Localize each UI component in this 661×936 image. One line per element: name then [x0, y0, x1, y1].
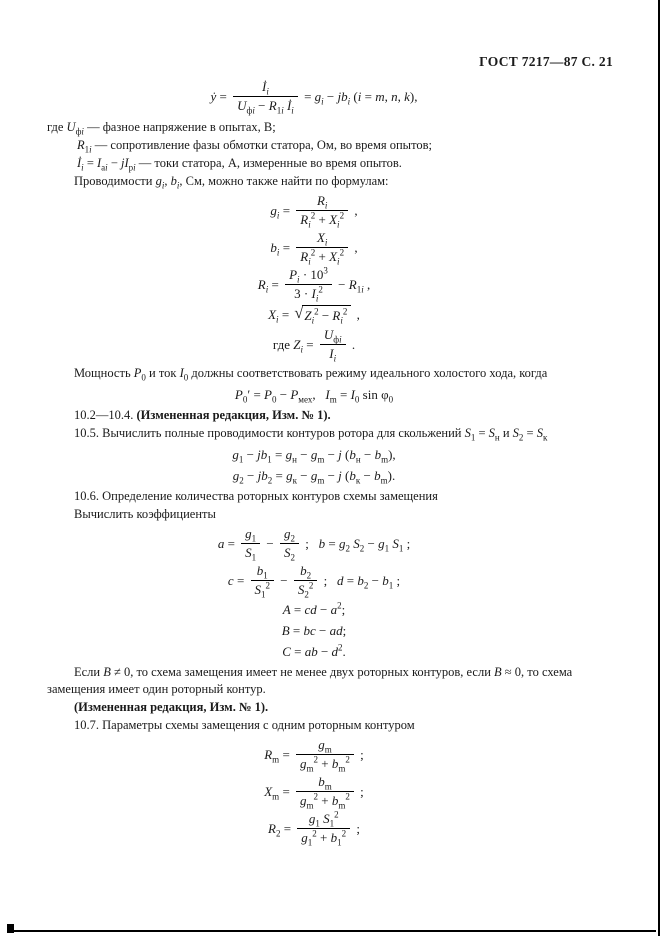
fraction-numerator: $X_i$	[296, 231, 348, 248]
formula-susceptance-bi	[31, 230, 597, 267]
fraction	[296, 774, 354, 811]
fraction-numerator: $b_1$	[251, 564, 275, 581]
fraction-numerator: $R_i$	[296, 194, 348, 211]
formula-coefficient-B	[31, 622, 597, 639]
def-stator-currents: $İ_i = I_{ai} - jI_{pi}$ — токи статора, А, измеренные во время опытов.	[77, 156, 402, 173]
formula-text: ,	[351, 203, 358, 218]
formula-coefficient-C	[31, 643, 597, 660]
formula-text: $R_i$ =	[257, 277, 283, 295]
fraction-denominator: $g_m^2 + b_m^2$	[300, 754, 350, 774]
radicand: $Z_i^2 - R_i^2$	[302, 305, 351, 324]
fraction-denominator: $R_i^2 + X_i^2$	[300, 210, 345, 230]
formula-resistance-ri	[31, 265, 597, 304]
para-power-note: Мощность $P_0$ и ток $I_0$ должны соответствовать режиму идеального холостого хода, когда	[74, 366, 548, 383]
page-edge-right-line	[658, 0, 660, 936]
fraction	[233, 79, 298, 116]
formula-no-load	[31, 386, 597, 403]
fraction	[241, 526, 260, 563]
fraction-denominator: $S_2$	[284, 545, 295, 563]
formula-text: ẏ =	[210, 89, 231, 104]
formula-text: = $g_i - jb_i$ (i = m, n, k),	[300, 89, 418, 107]
formula-coefficients-a-b	[31, 526, 597, 563]
fraction-numerator: $g_m$	[296, 738, 354, 755]
formula-text: −	[277, 573, 291, 588]
formula-text: a =	[217, 536, 239, 551]
page-header: ГОСТ 7217—87 С. 21	[479, 54, 613, 69]
formula-text: ;	[356, 747, 364, 762]
formula-text: $g_1 - jb_1 = g_н - g_m - j$ $(b_н - b_m)$,	[232, 447, 396, 465]
fraction-denominator: $I_i$	[329, 346, 337, 364]
formula-text: $P_0' = P_0 - P_{мех}$, $I_m = I_0$ $\sin \varphi_0$	[234, 387, 394, 405]
para-amended-note: (Измененная редакция, Изм. № 1).	[74, 700, 269, 714]
fraction-denominator: $U_{фi} - R_{1i}$ $İ_i$	[237, 98, 294, 116]
formula-impedance-zi	[31, 327, 597, 364]
fraction-numerator: $İ_i$	[233, 80, 298, 97]
formula-text: $R_2$ =	[267, 821, 295, 839]
fraction	[297, 809, 350, 848]
formula-text: B = bc − ad;	[281, 623, 347, 638]
formula-rotor-resistance-r2	[31, 809, 597, 848]
fraction	[251, 563, 275, 600]
fraction	[320, 327, 346, 364]
formula-text: где $Z_i$ =	[272, 337, 317, 355]
fraction-numerator: $b_m$	[296, 775, 354, 792]
fraction	[285, 265, 332, 304]
fraction	[294, 563, 318, 600]
fraction-numerator: $U_{фi}$	[320, 328, 346, 345]
formula-text: c =	[227, 573, 248, 588]
fraction	[296, 737, 354, 774]
fraction-numerator: $P_i \cdot 10^3$	[285, 268, 332, 285]
para-compute-coefficients: Вычислить коэффициенты	[74, 507, 216, 521]
para-clause-10-7: 10.7. Параметры схемы замещения с одним роторным контуром	[74, 718, 415, 732]
fraction-numerator: $b_2$	[294, 564, 318, 581]
para-clause-10-5: 10.5. Вычислить полные проводимости контуров ротора для скольжений $S_1 = S_н$ и $S_2 = S_к$	[74, 426, 548, 443]
formula-text: ; $d = b_2 - b_1$ ;	[320, 573, 401, 591]
formula-magnetizing-resistance-rm	[31, 737, 597, 774]
formula-text: $X_i$ =	[268, 307, 293, 325]
square-root	[294, 305, 351, 324]
formula-text: ;	[353, 821, 360, 836]
formula-coefficient-A	[31, 601, 597, 618]
formula-conductance-gi	[31, 193, 597, 230]
page-edge-bottom-line	[9, 930, 656, 932]
formula-rotor-admittance-1	[31, 446, 597, 463]
para-clause-10-6: 10.6. Определение количества роторных контуров схемы замещения	[74, 489, 438, 503]
formula-rotor-admittance-2	[31, 467, 597, 484]
formula-text: −	[263, 536, 277, 551]
fraction-denominator: $3 \cdot I_i^2$	[294, 284, 323, 304]
formula-text: ;	[356, 784, 364, 799]
formula-text: $R_m$ =	[264, 747, 294, 765]
fraction	[280, 526, 299, 563]
fraction-denominator: $g_m^2 + b_m^2$	[300, 791, 350, 811]
formula-reactance-xi	[31, 305, 597, 324]
para-condition-B: Если B ≠ 0, то схема замещения имеет не менее двух роторных контуров, если B ≈ 0, то схема замещения имеет один роторный контур.	[47, 665, 573, 696]
fraction	[296, 193, 348, 230]
def-stator-resistance: $R_{1i}$ — сопротивление фазы обмотки статора, Ом, во время опытов;	[77, 138, 433, 155]
formula-text: ; $b = g_2$ $S_2 - g_1$ $S_1$ ;	[302, 536, 411, 554]
fraction-denominator: $S_2^2$	[297, 580, 314, 600]
fraction-numerator: $g_1$ $S_1^2$	[297, 812, 350, 829]
formula-coefficients-c-d	[31, 563, 597, 600]
para-clause-10-2-10-4: 10.2—10.4. (Измененная редакция, Изм. № 1).	[74, 408, 331, 422]
fraction-denominator: $R_i^2 + X_i^2$	[300, 247, 345, 267]
formula-text: A = cd − $a^2$;	[282, 600, 346, 617]
formula-text: $g_i$ =	[270, 203, 294, 221]
fraction	[296, 230, 348, 267]
formula-admittance-main	[31, 79, 597, 116]
def-phase-voltage: где $U_{фi}$ — фазное напряжение в опытах, В;	[47, 120, 276, 137]
formula-text: ,	[351, 240, 358, 255]
radical-sign: √	[294, 304, 304, 322]
formula-magnetizing-reactance-xm	[31, 774, 597, 811]
formula-text: − $R_{1i}$ ,	[334, 277, 371, 295]
formula-text: $b_i$ =	[270, 240, 294, 258]
fraction-numerator: $g_2$	[280, 527, 299, 544]
page-corner-mark	[7, 924, 14, 933]
fraction-numerator: $g_1$	[241, 527, 260, 544]
formula-text: .	[348, 337, 356, 352]
formula-text: ,	[353, 307, 360, 322]
fraction-denominator: $S_1^2$	[254, 580, 271, 600]
para-conductances-note: Проводимости $g_i$, $b_i$, См, можно также найти по формулам:	[74, 174, 389, 191]
formula-text: $X_m$ =	[264, 784, 294, 802]
fraction-denominator: $S_1$	[245, 545, 257, 563]
fraction-denominator: $g_1^2 + b_1^2$	[301, 828, 347, 848]
formula-text: C = ab − $d^2$.	[282, 642, 346, 659]
formula-text: $g_2 - jb_2 = g_к - g_m - j$ $(b_к - b_m)$.	[232, 468, 396, 486]
